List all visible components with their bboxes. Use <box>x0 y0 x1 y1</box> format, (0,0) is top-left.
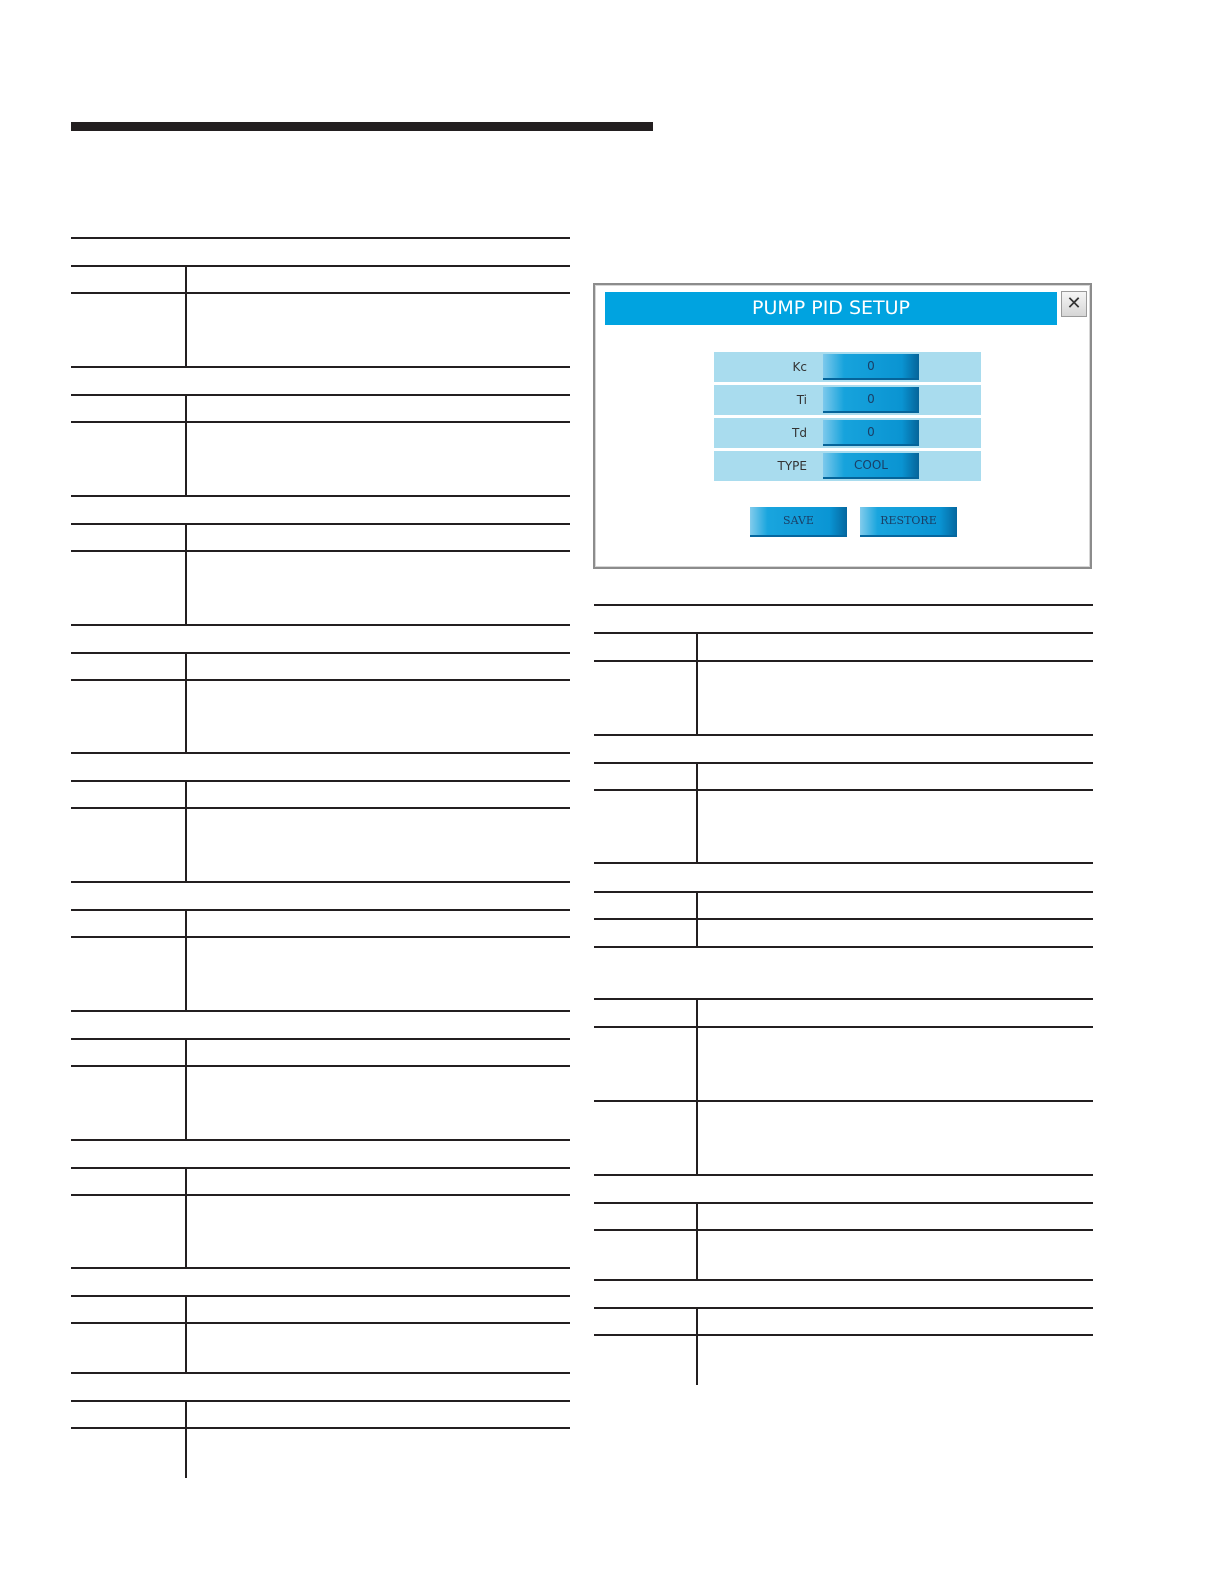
left-table-column-divider-10 <box>185 1400 187 1478</box>
param-row-td <box>714 418 981 448</box>
left-table-rule <box>71 421 570 423</box>
right-table-rule <box>594 660 1093 662</box>
ti-value-field[interactable]: 0 <box>823 387 919 413</box>
left-table-rule <box>71 394 570 396</box>
left-table-column-divider-4 <box>185 652 187 753</box>
right-table-rule <box>594 1334 1093 1336</box>
right-table-rule <box>594 1174 1093 1176</box>
param-label-td: Td <box>792 426 807 440</box>
param-label-type: TYPE <box>777 459 807 473</box>
left-table-rule <box>71 652 570 654</box>
left-table-rule <box>71 807 570 809</box>
close-button[interactable] <box>1061 291 1087 317</box>
right-ruled-table <box>594 604 1093 1386</box>
left-table-rule <box>71 909 570 911</box>
right-table-rule <box>594 1202 1093 1204</box>
right-table-rule <box>594 1307 1093 1309</box>
right-table-column-divider-4 <box>696 998 698 1175</box>
left-table-rule <box>71 1322 570 1324</box>
right-table-column-divider-1 <box>696 632 698 735</box>
close-icon: ✕ <box>1066 293 1082 314</box>
right-table-rule <box>594 734 1093 736</box>
right-table-rule <box>594 604 1093 606</box>
left-table-column-divider-7 <box>185 1038 187 1140</box>
left-table-rule <box>71 1295 570 1297</box>
left-table-rule <box>71 1139 570 1141</box>
left-table-column-divider-9 <box>185 1295 187 1373</box>
right-table-column-divider-5 <box>696 1202 698 1280</box>
type-select-field[interactable]: COOL <box>823 453 919 479</box>
left-table-rule <box>71 1267 570 1269</box>
left-table-rule <box>71 881 570 883</box>
dialog-title: PUMP PID SETUP <box>605 292 1057 325</box>
pump-pid-setup-dialog <box>593 283 1092 569</box>
param-row-type <box>714 451 981 481</box>
section-top-rule <box>71 122 653 131</box>
left-table-column-divider-5 <box>185 780 187 882</box>
left-table-column-divider-1 <box>185 265 187 367</box>
left-table-rule <box>71 936 570 938</box>
left-table-rule <box>71 1372 570 1374</box>
left-table-rule <box>71 292 570 294</box>
right-table-rule <box>594 891 1093 893</box>
left-table-column-divider-6 <box>185 909 187 1011</box>
restore-button[interactable]: RESTORE <box>860 507 957 537</box>
param-row-ti <box>714 385 981 415</box>
left-table-column-divider-3 <box>185 523 187 625</box>
right-table-column-divider-2 <box>696 762 698 863</box>
left-table-rule <box>71 1427 570 1429</box>
left-ruled-table <box>71 237 570 1479</box>
left-table-rule <box>71 237 570 239</box>
left-table-rule <box>71 1010 570 1012</box>
right-table-rule <box>594 918 1093 920</box>
right-table-rule <box>594 1279 1093 1281</box>
left-table-rule <box>71 1065 570 1067</box>
left-table-rule <box>71 1194 570 1196</box>
left-table-rule <box>71 624 570 626</box>
left-table-column-divider-8 <box>185 1167 187 1268</box>
kc-value-field[interactable]: 0 <box>823 354 919 380</box>
right-table-rule <box>594 862 1093 864</box>
right-table-rule <box>594 789 1093 791</box>
left-table-rule <box>71 780 570 782</box>
param-label-kc: Kc <box>792 360 807 374</box>
param-row-kc <box>714 352 981 382</box>
left-table-rule <box>71 366 570 368</box>
left-table-rule <box>71 1167 570 1169</box>
left-table-rule <box>71 523 570 525</box>
left-table-rule <box>71 550 570 552</box>
left-table-rule <box>71 679 570 681</box>
save-button[interactable]: SAVE <box>750 507 847 537</box>
right-table-rule <box>594 998 1093 1000</box>
right-table-column-divider-6 <box>696 1307 698 1385</box>
left-table-rule <box>71 265 570 267</box>
right-table-rule <box>594 1100 1093 1102</box>
right-table-rule <box>594 1229 1093 1231</box>
right-table-rule <box>594 762 1093 764</box>
left-table-rule <box>71 752 570 754</box>
left-table-rule <box>71 1400 570 1402</box>
td-value-field[interactable]: 0 <box>823 420 919 446</box>
left-table-rule <box>71 495 570 497</box>
right-table-rule <box>594 946 1093 948</box>
param-label-ti: Ti <box>796 393 807 407</box>
left-table-rule <box>71 1038 570 1040</box>
right-table-rule <box>594 1026 1093 1028</box>
left-table-column-divider-2 <box>185 394 187 496</box>
right-table-rule <box>594 632 1093 634</box>
